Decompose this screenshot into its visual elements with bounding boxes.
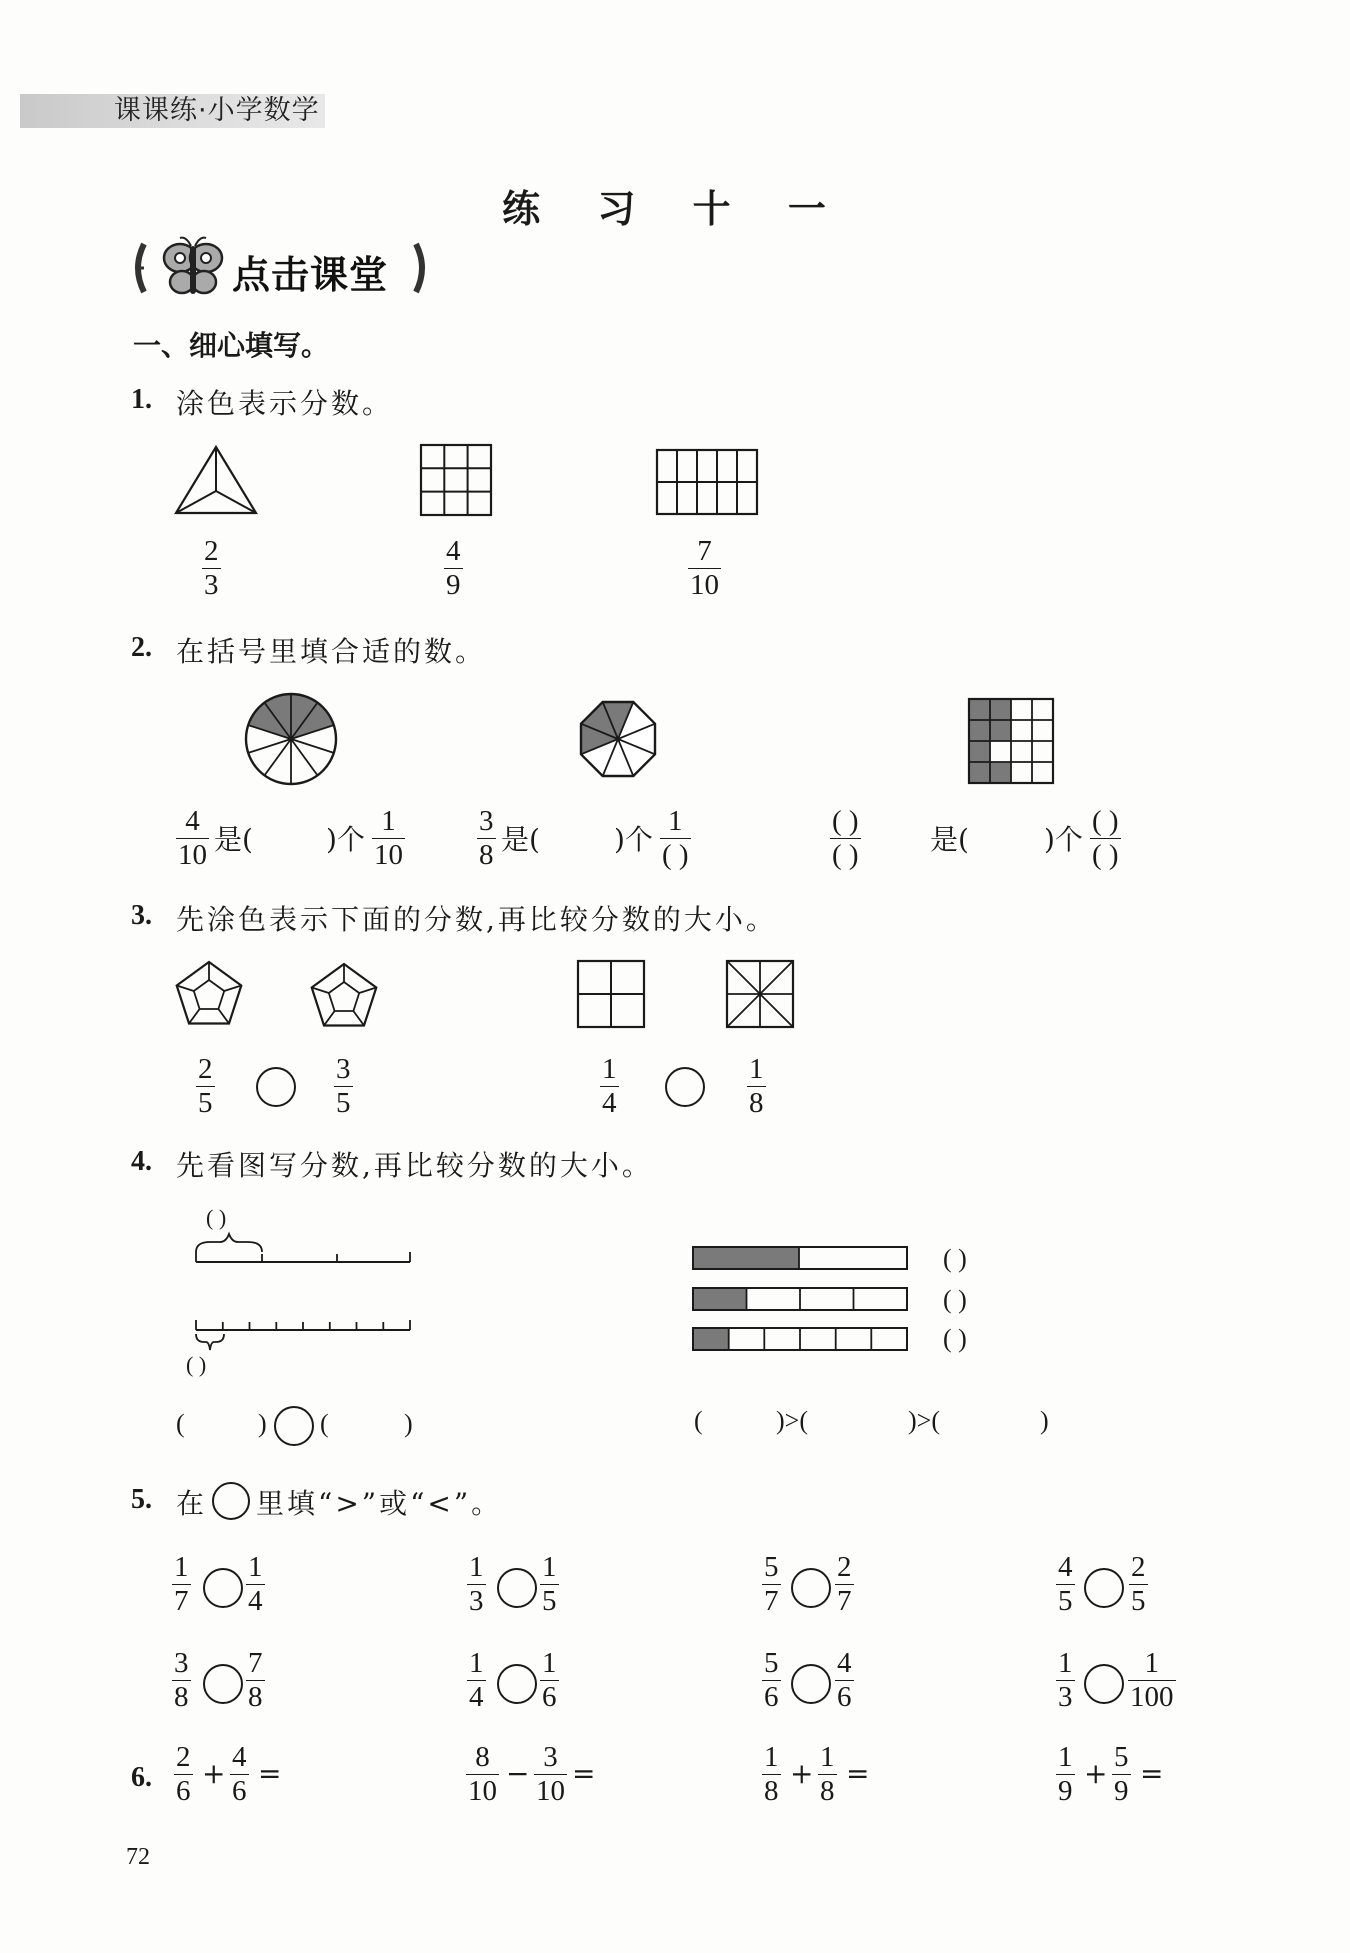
fraction: 1 6 <box>542 1647 557 1713</box>
paren-open: ( <box>320 1409 329 1438</box>
greater-than-text: )>( <box>776 1406 808 1435</box>
q2-text: 在括号里填合适的数。 <box>176 635 487 668</box>
q4-text: 先看图写分数,再比较分数的大小。 <box>176 1149 653 1182</box>
shi-text: 是( <box>214 823 253 856</box>
q1-text: 涂色表示分数。 <box>176 387 394 420</box>
q2-number: 2. <box>131 632 152 663</box>
compare-circle[interactable] <box>791 1664 831 1704</box>
paren-close: ) <box>1040 1406 1049 1435</box>
circle-10-parts-figure <box>244 692 338 786</box>
paren-open: ( <box>694 1406 703 1435</box>
q3-number: 3. <box>131 900 152 931</box>
bar-quarters <box>692 1287 910 1313</box>
compare-circle[interactable] <box>665 1067 705 1107</box>
fraction: ( ) ( ) <box>832 805 859 871</box>
compare-circle[interactable] <box>497 1568 537 1608</box>
fraction: 5 7 <box>764 1551 779 1617</box>
square-8-parts-figure <box>726 960 794 1028</box>
section-heading: 一、细心填写。 <box>133 329 330 362</box>
compare-circle[interactable] <box>203 1568 243 1608</box>
fraction: 4 9 <box>446 535 461 601</box>
fraction: 1 10 <box>374 805 403 871</box>
compare-circle[interactable] <box>791 1568 831 1608</box>
bar-sixths <box>692 1327 910 1353</box>
q5-text-before: 在 <box>176 1487 208 1520</box>
fraction: 5 9 <box>1114 1741 1129 1807</box>
q6-number: 6. <box>131 1762 152 1793</box>
circle-symbol <box>212 1482 250 1520</box>
answer-paren: ( ) <box>943 1324 967 1353</box>
grid-3x3-figure <box>420 444 492 516</box>
q5-text-after: 里填“>”或“<”。 <box>256 1487 503 1520</box>
fraction: 1 100 <box>1130 1647 1174 1713</box>
operator: + <box>1084 1757 1108 1790</box>
compare-circle[interactable] <box>1084 1664 1124 1704</box>
fraction: 2 7 <box>837 1551 852 1617</box>
square-4-parts-figure <box>577 960 645 1028</box>
fraction: 2 5 <box>198 1053 213 1119</box>
fraction: 1 5 <box>542 1551 557 1617</box>
fraction: 3 10 <box>536 1741 565 1807</box>
compare-circle[interactable] <box>497 1664 537 1704</box>
fraction: ( ) ( ) <box>1092 805 1119 871</box>
butterfly-icon <box>160 236 226 300</box>
paren-close: ) <box>258 1409 267 1438</box>
fraction: 4 10 <box>178 805 207 871</box>
fraction: 4 6 <box>837 1647 852 1713</box>
operator: − <box>506 1757 530 1790</box>
page-title: 练 习 十 一 <box>502 187 848 231</box>
bar-halves <box>692 1246 910 1272</box>
greater-than-text: )>( <box>908 1406 940 1435</box>
equals-sign: = <box>846 1757 870 1790</box>
shi-text: 是( <box>501 823 540 856</box>
fraction: 1 ( ) <box>662 805 689 871</box>
fraction: 7 8 <box>248 1647 263 1713</box>
fraction: 2 5 <box>1131 1551 1146 1617</box>
fraction: 1 7 <box>174 1551 189 1617</box>
paren-close: ) <box>404 1409 413 1438</box>
shi-text: 是( <box>930 823 969 856</box>
ge-text: )个 <box>614 823 653 856</box>
ge-text: )个 <box>1044 823 1083 856</box>
operator: + <box>202 1757 226 1790</box>
answer-paren: ( ) <box>943 1285 967 1314</box>
fraction: 4 5 <box>1058 1551 1073 1617</box>
octagon-8-parts-figure <box>576 697 660 781</box>
answer-paren: ( ) <box>186 1352 207 1377</box>
number-line-eighths <box>192 1314 418 1354</box>
triangle-figure <box>174 445 258 515</box>
compare-circle[interactable] <box>274 1406 314 1446</box>
q1-number: 1. <box>131 384 152 415</box>
fraction: 2 6 <box>176 1741 191 1807</box>
fraction: 7 10 <box>690 535 719 601</box>
q5-number: 5. <box>131 1484 152 1515</box>
q3-text: 先涂色表示下面的分数,再比较分数的大小。 <box>176 903 777 936</box>
fraction: 1 4 <box>469 1647 484 1713</box>
fraction: 1 3 <box>469 1551 484 1617</box>
fraction: 1 9 <box>1058 1741 1073 1807</box>
answer-paren: ( ) <box>206 1205 227 1230</box>
fraction: 1 8 <box>749 1053 764 1119</box>
fraction: 4 6 <box>232 1741 247 1807</box>
book-title: 课课练·小学数学 <box>114 95 320 126</box>
grid-5x2-figure <box>656 449 758 515</box>
badge-label: 点击课堂 <box>232 253 389 297</box>
fraction: 1 8 <box>820 1741 835 1807</box>
fraction: 5 6 <box>764 1647 779 1713</box>
grid-4x4-figure <box>968 698 1054 784</box>
fraction: 1 4 <box>248 1551 263 1617</box>
paren-open: ( <box>176 1409 185 1438</box>
pentagon-figure <box>173 960 245 1028</box>
ge-text: )个 <box>326 823 365 856</box>
fraction: 8 10 <box>468 1741 497 1807</box>
answer-paren: ( ) <box>943 1244 967 1273</box>
fraction: 1 8 <box>764 1741 779 1807</box>
pentagon-figure <box>308 962 380 1030</box>
fraction: 2 3 <box>204 535 219 601</box>
page-number: 72 <box>126 1844 150 1870</box>
fraction: 1 3 <box>1058 1647 1073 1713</box>
operator: + <box>790 1757 814 1790</box>
compare-circle[interactable] <box>203 1664 243 1704</box>
fraction: 1 4 <box>602 1053 617 1119</box>
fraction: 3 5 <box>336 1053 351 1119</box>
fraction: 3 8 <box>174 1647 189 1713</box>
equals-sign: = <box>1140 1757 1164 1790</box>
equals-sign: = <box>258 1757 282 1790</box>
number-line-quarters <box>192 1234 418 1266</box>
fraction: 3 8 <box>479 805 494 871</box>
q4-number: 4. <box>131 1146 152 1177</box>
compare-circle[interactable] <box>1084 1568 1124 1608</box>
compare-circle[interactable] <box>256 1067 296 1107</box>
equals-sign: = <box>572 1757 596 1790</box>
